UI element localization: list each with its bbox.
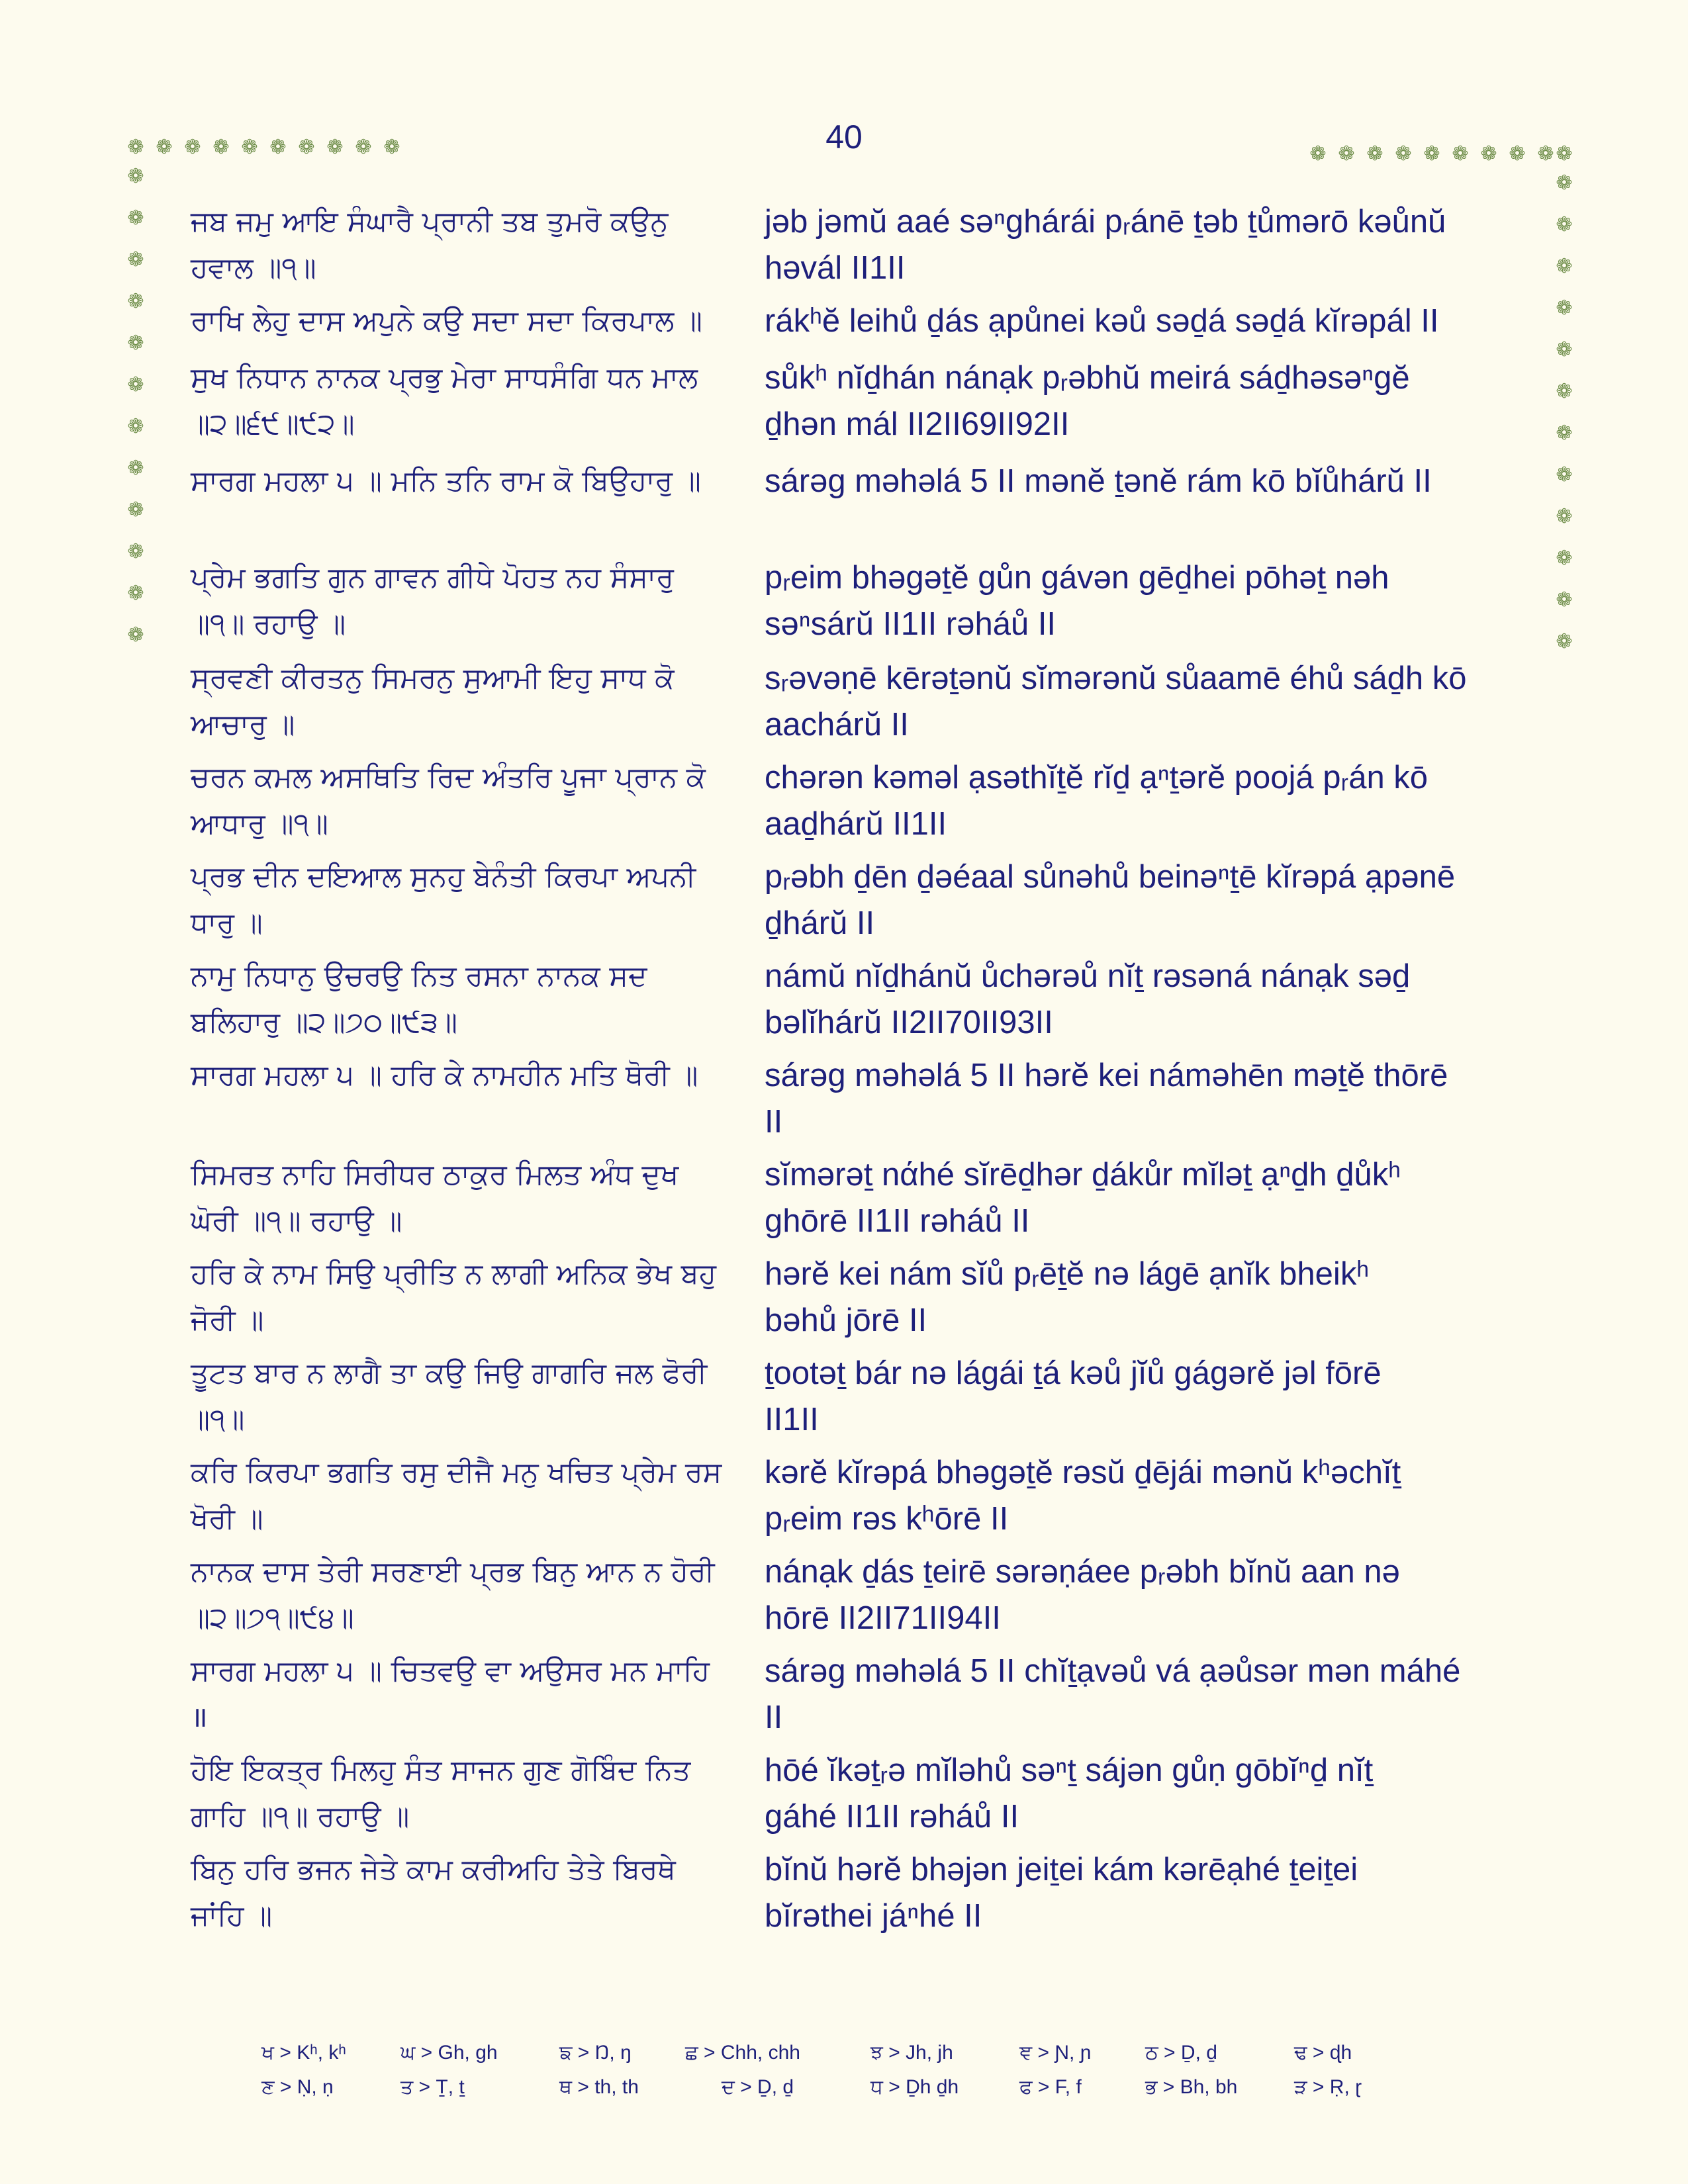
flower-icon: ❁ [127, 415, 144, 438]
flower-icon: ❁ [127, 290, 144, 313]
flower-icon: ❁ [127, 136, 144, 159]
flower-icon: ❁ [127, 373, 144, 396]
legend-item: ਙ > Ŋ, ŋ [559, 2042, 632, 2064]
flower-icon: ❁ [269, 136, 287, 159]
flower-icon: ❁ [1556, 213, 1573, 236]
legend-item: ਝ > Jh, jh [870, 2042, 953, 2064]
flower-icon: ❁ [127, 332, 144, 355]
gurmukhi-text: ਜਬ ਜਮੁ ਆਇ ਸੰਘਾਰੈ ਪ੍ਰਾਨੀ ਤਬ ਤੁਮਰੋ ਕਉਨੁ ਹਵਾਲ ॥੧॥ [191, 205, 669, 285]
flower-icon: ❁ [127, 165, 144, 188]
transliteration-text: námŭ nĭḏhánŭ ůchərəů nĭṯ rəsəná nánạk səḏ bəlĭhárŭ II2II70II93II [765, 958, 1411, 1040]
transliteration-text: hōé ĭkəṯᵣə mĭləhů səⁿṯ sájən gůṇ gōbĭⁿḏ nĭṯ gáhé II1II rəháů II [765, 1752, 1374, 1835]
legend-item: ਤ > Ṯ, ṯ [400, 2076, 465, 2098]
gurmukhi-text: ਹੋਇ ਇਕਤ੍ਰ ਮਿਲਹੁ ਸੰਤ ਸਾਜਨ ਗੁਣ ਗੋਬਿੰਦ ਨਿਤ ਗਾਹਿ ॥੧॥ ਰਹਾਉ ॥ [191, 1754, 691, 1833]
gurmukhi-text: ਨਾਨਕ ਦਾਸ ਤੇਰੀ ਸਰਣਾਈ ਪ੍ਰਭ ਬਿਨੁ ਆਨ ਨ ਹੋਰੀ ॥੨॥੭੧॥੯੪॥ [191, 1555, 715, 1635]
flower-icon: ❁ [1556, 338, 1573, 361]
flower-icon: ❁ [241, 136, 258, 159]
flower-icon: ❁ [1423, 142, 1440, 165]
legend-item: ਭ > Bh, bh [1145, 2076, 1238, 2098]
flower-icon: ❁ [1556, 171, 1573, 195]
flower-icon: ❁ [127, 498, 144, 522]
gurmukhi-text: ਤੂਟਤ ਬਾਰ ਨ ਲਾਗੈ ਤਾ ਕਉ ਜਿਉ ਗਾਗਰਿ ਜਲ ਫੋਰੀ ॥੧॥ [191, 1357, 708, 1436]
gurmukhi-text: ਚਰਨ ਕਮਲ ਅਸਥਿਤਿ ਰਿਦ ਅੰਤਰਿ ਪੂਜਾ ਪ੍ਰਾਨ ਕੋ ਆਧਾਰੁ ॥੧॥ [191, 761, 706, 841]
gurmukhi-text: ਰਾਖਿ ਲੇਹੁ ਦਾਸ ਅਪੁਨੇ ਕਉ ਸਦਾ ਸਦਾ ਕਿਰਪਾਲ ॥ [191, 304, 703, 338]
flower-icon: ❁ [1556, 630, 1573, 653]
gurmukhi-text: ਹਰਿ ਕੇ ਨਾਮ ਸਿਉ ਪ੍ਰੀਤਿ ਨ ਲਾਗੀ ਅਨਿਕ ਭੇਖ ਬਹੁ ਜੋਰੀ ॥ [191, 1257, 716, 1337]
transliteration-text: kərĕ kĭrəpá bhəgəṯĕ rəsŭ ḏējái mənŭ kʰəchĭṯ pᵣeim rəs kʰōrē II [765, 1455, 1401, 1537]
flower-icon: ❁ [127, 582, 144, 605]
transliteration-text: ṯootəṯ bár nə lágái ṯá kəů jĭů gágərĕ jəl fōrē II1II [765, 1355, 1382, 1437]
transliteration-text: bĭnŭ hərĕ bhəjən jeiṯei kám kərēạhé ṯeiṯei bĭrəthei jáⁿhé II [765, 1852, 1358, 1934]
legend-item: ਘ > Gh, gh [400, 2042, 498, 2064]
flower-icon: ❁ [1338, 142, 1355, 165]
flower-icon: ❁ [1309, 142, 1327, 165]
transliteration-text: sárəg məhəlá 5 II mənĕ ṯənĕ rám kō bĭůhárŭ II [765, 463, 1432, 499]
flower-icon: ❁ [298, 136, 315, 159]
gurmukhi-text: ਸਾਰਗ ਮਹਲਾ ੫ ॥ ਮਨਿ ਤਨਿ ਰਾਮ ਕੋ ਬਿਉਹਾਰੁ ॥ [191, 465, 701, 498]
legend-item: ਢ > ɖh [1294, 2042, 1352, 2064]
legend-item: ਣ > Ṇ, ṇ [261, 2076, 334, 2098]
flower-icon: ❁ [127, 457, 144, 480]
flower-icon: ❁ [1556, 505, 1573, 528]
legend-item: ੜ > Ṛ, ɽ [1294, 2076, 1362, 2098]
flower-icon: ❁ [383, 136, 400, 159]
flower-icon: ❁ [1556, 588, 1573, 612]
flower-icon: ❁ [326, 136, 344, 159]
legend-item: ਖ > Kʰ, kʰ [261, 2042, 346, 2064]
gurmukhi-text: ਕਰਿ ਕਿਰਪਾ ਭਗਤਿ ਰਸੁ ਦੀਜੈ ਮਨੁ ਖਚਿਤ ਪ੍ਰੇਮ ਰਸ ਖੋਰੀ ॥ [191, 1456, 722, 1535]
flower-icon: ❁ [127, 540, 144, 563]
flower-icon: ❁ [127, 623, 144, 647]
flower-icon: ❁ [1556, 255, 1573, 278]
flower-icon: ❁ [1452, 142, 1469, 165]
flower-icon: ❁ [1480, 142, 1497, 165]
transliteration-text: sůkʰ nĭḏhán nánạk pᵣəbhŭ meirá sáḏhəsəⁿgĕ ḏhən mál II2II69II92II [765, 360, 1410, 442]
flower-icon: ❁ [212, 136, 230, 159]
transliteration-text: jəb jəmŭ aaé səⁿghárái pᵣánē ṯəb ṯůmərō kəůnŭ həvál II1II [765, 204, 1446, 286]
legend-item: ਧ > Ḏh ḏh [870, 2076, 959, 2098]
flower-icon: ❁ [156, 136, 173, 159]
transliteration-text: nánạk ḏás ṯeirē sərəṇáee pᵣəbh bĭnŭ aan nə hōrē II2II71II94II [765, 1554, 1400, 1636]
gurmukhi-text: ਸਾਰਗ ਮਹਲਾ ੫ ॥ ਹਰਿ ਕੇ ਨਾਮਹੀਨ ਮਤਿ ਥੋਰੀ ॥ [191, 1059, 698, 1092]
flower-icon: ❁ [1556, 380, 1573, 403]
legend-item: ਥ > th, th [559, 2076, 639, 2098]
flower-icon: ❁ [1537, 142, 1554, 165]
transliteration-text: sárəg məhəlá 5 II chĭṯạvəů vá ạəůsər mən máhé II [765, 1653, 1461, 1735]
flower-icon: ❁ [1556, 296, 1573, 320]
gurmukhi-text: ਸ੍ਰਵਣੀ ਕੀਰਤਨੁ ਸਿਮਰਨੁ ਸੁਆਮੀ ਇਹੁ ਸਾਧ ਕੋ ਆਚਾਰੁ ॥ [191, 662, 675, 741]
flower-icon: ❁ [1556, 422, 1573, 445]
gurmukhi-text: ਸਿਮਰਤ ਨਾਹਿ ਸਿਰੀਧਰ ਠਾਕੁਰ ਮਿਲਤ ਅੰਧ ਦੁਖ ਘੋਰੀ ॥੧॥ ਰਹਾਉ ॥ [191, 1158, 679, 1238]
flower-icon: ❁ [127, 206, 144, 230]
gurmukhi-text: ਨਾਮੁ ਨਿਧਾਨੁ ਉਚਰਉ ਨਿਤ ਰਸਨਾ ਨਾਨਕ ਸਦ ਬਲਿਹਾਰੁ ॥੨॥੭੦॥੯੩॥ [191, 960, 647, 1039]
legend-item: ਦ > Ḏ, ḏ [722, 2076, 794, 2098]
transliteration-text: sᵣəvəṇē kērəṯənŭ sĭmərənŭ sůaamē éhů sáḏh kō aachárŭ II [765, 660, 1467, 743]
gurmukhi-text: ਪ੍ਰਭ ਦੀਨ ਦਇਆਲ ਸੁਨਹੁ ਬੇਨੰਤੀ ਕਿਰਪਾ ਅਪਨੀ ਧਾਰੁ ॥ [191, 860, 696, 940]
flower-icon: ❁ [1366, 142, 1383, 165]
flower-icon: ❁ [127, 248, 144, 271]
page-number: 40 [825, 118, 863, 156]
flower-icon: ❁ [1556, 547, 1573, 570]
flower-icon: ❁ [1556, 463, 1573, 486]
legend-item: ਛ > Chh, chh [685, 2042, 800, 2064]
flower-icon: ❁ [1395, 142, 1412, 165]
flower-icon: ❁ [355, 136, 372, 159]
legend-item: ਞ > Ɲ, ɲ [1019, 2042, 1092, 2064]
transliteration-text: sárəg məhəlá 5 II hərĕ kei náməhēn məṯĕ thōrē II [765, 1058, 1448, 1140]
transliteration-text: sĭmərəṯ nάhé sĭrēḏhər ḏákůr mĭləṯ ạⁿḏh ḏůkʰ ghōrē II1II rəháů II [765, 1157, 1401, 1239]
gurmukhi-text: ਬਿਨੁ ਹਰਿ ਭਜਨ ਜੇਤੇ ਕਾਮ ਕਰੀਅਹਿ ਤੇਤੇ ਬਿਰਥੇ ਜਾਂਹਿ ॥ [191, 1853, 676, 1933]
flower-icon: ❁ [184, 136, 201, 159]
flower-icon: ❁ [1509, 142, 1526, 165]
legend-item: ਠ > Ḏ, ḏ [1145, 2042, 1217, 2064]
transliteration-text: chərən kəməl ạsəthĭṯĕ rĭḏ ạⁿṯərĕ poojá pᵣán kō aaḏhárŭ II1II [765, 760, 1429, 842]
transliteration-text: pᵣeim bhəgəṯĕ gůn gávən gēḏhei pōhəṯ nəh səⁿsárŭ II1II rəháů II [765, 560, 1389, 642]
legend-item: ਫ > F, f [1019, 2076, 1082, 2098]
gurmukhi-text: ਪ੍ਰੇਮ ਭਗਤਿ ਗੁਨ ਗਾਵਨ ਗੀਧੇ ਪੋਹਤ ਨਹ ਸੰਸਾਰੁ ॥੧॥ ਰਹਾਉ ॥ [191, 561, 674, 641]
transliteration-text: pᵣəbh ḏēn ḏəéaal sůnəhů beinəⁿṯē kĭrəpá ạpənē ḏhárŭ II [765, 859, 1456, 941]
flower-icon: ❁ [1556, 142, 1573, 165]
transliteration-text: rákʰĕ leihů ḏás ạpůnei kəů səḏá səḏá kĭrəpál II [765, 303, 1439, 339]
gurmukhi-text: ਸੁਖ ਨਿਧਾਨ ਨਾਨਕ ਪ੍ਰਭੁ ਮੇਰਾ ਸਾਧਸੰਗਿ ਧਨ ਮਾਲ ॥੨॥੬੯॥੯੨॥ [191, 361, 698, 441]
transliteration-text: hərĕ kei nám sĭů pᵣēṯĕ nə lágē ạnĭk bheikʰ bəhů jōrē II [765, 1256, 1370, 1338]
gurmukhi-text: ਸਾਰਗ ਮਹਲਾ ੫ ॥ ਚਿਤਵਉ ਵਾ ਅਉਸਰ ਮਨ ਮਾਹਿ ॥ [191, 1655, 710, 1734]
